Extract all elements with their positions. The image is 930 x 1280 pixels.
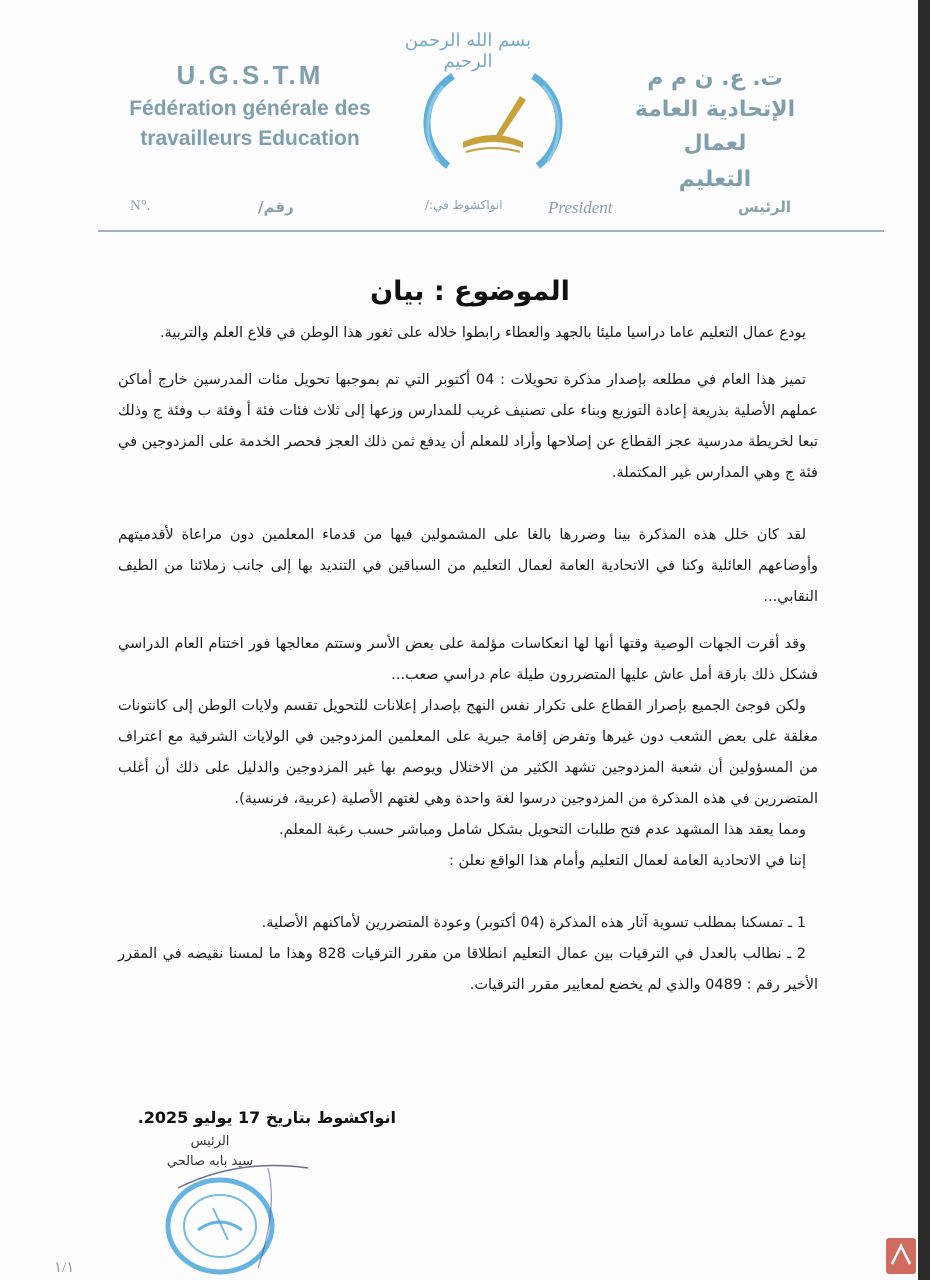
- org-name-fr-line1: Fédération générale des: [129, 97, 371, 120]
- paragraph: يودع عمال التعليم عاما دراسيا مليئا بالجهد والعطاء رابطوا خلاله على ثغور هذا الوطن في قلاع العلم والتربية.: [159, 325, 806, 341]
- signature-title: الرئيس: [190, 1134, 230, 1149]
- ref-number-label-fr: N°.: [130, 198, 151, 214]
- page-number: ١/١: [54, 1260, 75, 1276]
- paragraph: تميز هذا العام في مطلعه بإصدار مذكرة تحويلات : 04 أكتوبر التي تم بموجبها تحويل مئات المدرسين خارج أماكن عملهم الأصلية بذريعة إعادة التوزيع وبناء على تصنيف غريب للمدارس وزعها إلى ثلاث فئات فئة أ وفئة ب وفئة ج وذلك تبعا لخريطة مدرسية عجز القطاع عن إصلاحها وأراد للمعلم أن يدفع ثمن ذلك العجز فحصر الخدمة على المزدوجين في فئة ج وهي المدارس غير المكتملة.: [118, 372, 818, 481]
- ref-place-label: انواكشوط في:/: [425, 198, 503, 212]
- president-label-fr: President: [548, 198, 613, 217]
- president-label-ar: الرئيس: [738, 198, 792, 216]
- official-stamp-icon: [158, 1148, 318, 1278]
- watermark-logo-icon: [884, 1236, 918, 1276]
- paragraph: لقد كان خلل هذه المذكرة بينا وضررها بالغا على المشمولين فيها من قدماء المعلمين دون مراعاة لأقدميتهم وأوضاعهم العائلية وكنا في الاتحادية العامة لعمال التعليم من السباقين في التنديد بها إلى جانب زملائنا من الطيف النقابي...: [118, 527, 818, 605]
- paragraph: ومما يعقد هذا المشهد عدم فتح طلبات التحويل بشكل شامل ومباشر حسب رغبة المعلم.: [279, 822, 806, 838]
- basmala-calligraphy: بسم الله الرحمن الرحيم: [404, 30, 532, 72]
- org-acronym-ar: ت. ع. ن م م: [647, 66, 783, 91]
- org-name-fr-line2: travailleurs Education: [140, 127, 360, 150]
- subject-heading: الموضوع : بيان: [370, 276, 570, 307]
- statement-body: [118, 318, 818, 1001]
- paragraph: إننا في الاتحادية العامة لعمال التعليم وأمام هذا الواقع نعلن :: [449, 853, 806, 869]
- dateline: انواكشوط بتاريخ 17 يوليو 2025.: [137, 1108, 396, 1127]
- letterhead-divider: [98, 230, 884, 232]
- union-logo-icon: [408, 56, 578, 196]
- paragraph: ولكن فوجئ الجميع بإصرار القطاع على تكرار نفس النهج بإصدار إعلانات للتحويل تقسم ولايات الوطن إلى كانتونات مغلقة على بعض الشعب دون غيرها وتفرض إقامة جبرية على المعلمين المزدوجين في الولايات الشرقية مع اعتراف من المسؤولين أن شعبة المزدوجين تشهد الكثير من الاختلال ويوصم بها غير المزدوجين والدليل على ذلك أن أغلب المتضررين في هذه المذكرة من المزدوجين درسوا لغة واحدة وهي لغتهم الأصلية (عربية، فرنسية).: [118, 698, 818, 807]
- ref-number-label-ar: رقم/: [258, 198, 294, 216]
- org-acronym-fr: U.G.S.T.M: [176, 60, 324, 90]
- demand-item: 2 ـ نطالب بالعدل في الترقيات بين عمال التعليم انطلاقا من مقرر الترقيات 828 وهذا ما لمسنا نقيضه في المقرر الأخير رقم : 0489 والذي لم يخضع لمعايير مقرر الترقيات.: [118, 946, 818, 993]
- paragraph: وقد أقرت الجهات الوصية وقتها أنها لها انعكاسات مؤلمة على بعض الأسر وستتم معالجها فور اختتام العام الدراسي فشكل ذلك بارقة أمل عاش عليها المتضررون طيلة عام دراسي صعب...: [118, 636, 818, 683]
- letterhead-french: [95, 60, 405, 151]
- letterhead-arabic: [600, 66, 830, 197]
- demand-item: 1 ـ تمسكنا بمطلب تسوية آثار هذه المذكرة (04 أكتوبر) وعودة المتضررين لأماكنهم الأصلية.: [261, 915, 806, 931]
- org-name-ar-line2: التعليم: [678, 167, 752, 192]
- signature-name: سيد بابه صالحي: [166, 1154, 254, 1169]
- org-name-ar-line1: الإتحادية العامة لعمال: [634, 97, 796, 156]
- screen-edge: [918, 0, 930, 1280]
